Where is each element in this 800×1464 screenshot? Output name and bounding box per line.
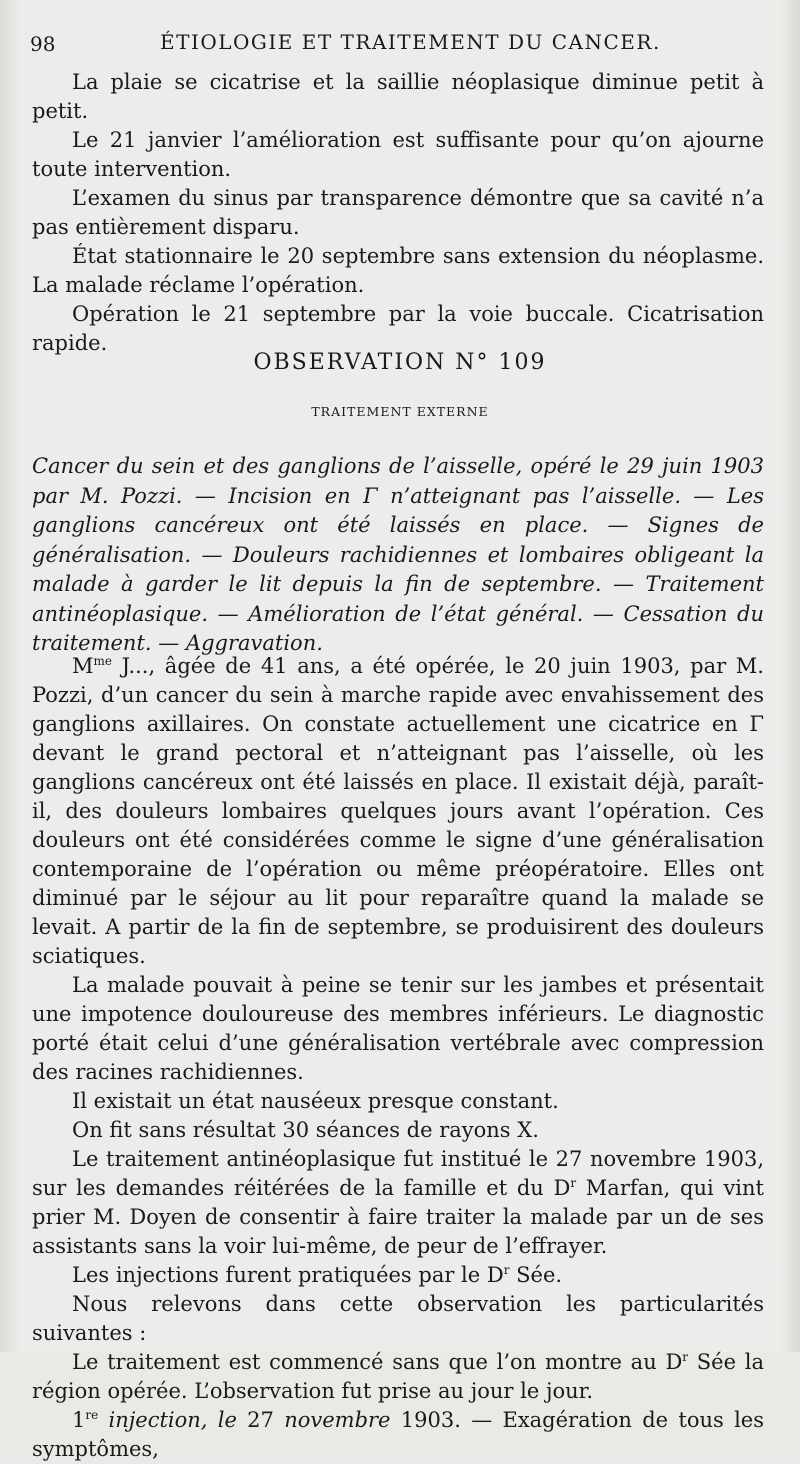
observation-title: OBSERVATION N° 109 (253, 350, 547, 375)
paragraph: Le 21 janvier l’amélioration est suffisante pour qu’on ajourne toute intervention. (32, 128, 764, 181)
observation-subtitle: TRAITEMENT EXTERNE (311, 404, 489, 419)
preceding-text (32, 68, 764, 358)
paragraph: La plaie se cicatrise et la saillie néoplasique diminue petit à petit. (32, 70, 764, 123)
paragraph: Le traitement est commencé sans que l’on montre au $D^r$ Sée la région opérée. L’observation fut prise au jour le jour. (32, 1350, 764, 1403)
paragraph: L’examen du sinus par transparence démontre que sa cavité n’a pas entièrement disparu. (32, 186, 764, 239)
paragraph: Il existait un état nauséeux presque constant. (72, 1089, 559, 1113)
running-title: ÉTIOLOGIE ET TRAITEMENT DU CANCER. (160, 30, 661, 54)
running-head (0, 30, 800, 60)
observation-summary: Cancer du sein et des ganglions de l’aisselle, opéré le 29 juin 1903 par M. Pozzi. — Incision en Γ n’atteignant pas l’aisselle. — Les ganglions cancéreux ont été laissés en place. — Signes de généralisation. — Douleurs rachidiennes et lombaires obligeant la malade à garder le lit depuis la fin de septembre. — Traitement antinéoplasique. — Amélioration de l’état général. — Cessation du traitement. — Aggravation. (32, 454, 764, 655)
paragraph: Opération le 21 septembre par la voie buccale. Cicatrisation rapide. (32, 302, 764, 355)
paragraph: La malade pouvait à peine se tenir sur les jambes et présentait une impotence douloureuse des membres inférieurs. Le diagnostic porté était celui d’une généralisation vertébrale avec compression des racines rachidiennes. (32, 973, 764, 1084)
paragraph: Le traitement antinéoplasique fut institué le 27 novembre 1903, sur les demandes réitérées de la famille et du $D^r$ Marfan, qui vint prier M. Doyen de consentir à faire traiter la malade par un de ses assistants sans la voir lui-même, de peur de l’effrayer. (32, 1147, 764, 1258)
paragraph: Les injections furent pratiquées par le $D^r$ Sée. (72, 1263, 563, 1287)
paragraph: Nous relevons dans cette observation les particularités suivantes : (32, 1292, 764, 1345)
paragraph: On fit sans résultat 30 séances de rayons X. (72, 1118, 539, 1142)
paragraph: État stationnaire le 20 septembre sans extension du néoplasme. La malade réclame l’opération. (32, 244, 764, 297)
page-number: 98 (30, 32, 56, 56)
observation-body (32, 652, 764, 1464)
paragraph: $M^{me}$ J..., âgée de 41 ans, a été opérée, le 20 juin 1903, par M. Pozzi, d’un cancer du sein à marche rapide avec envahissement des ganglions axillaires. On constate actuellement une cicatrice en Γ devant le grand pectoral et n’atteignant pas l’aisselle, où les ganglions cancéreux ont été laissés en place. Il existait déjà, paraît-il, des douleurs lombaires quelques jours avant l’opération. Ces douleurs ont été considérées comme le signe d’une généralisation contemporaine de l’opération ou même préopératoire. Elles ont diminué par le séjour au lit pour reparaître quand la malade se levait. A partir de la fin de septembre, se produisirent des douleurs sciatiques. (32, 654, 764, 968)
paragraph: 1re injection, le 27 novembre 1903. — Exagération de tous les symptômes, (32, 1408, 764, 1461)
observation-summary-block (32, 452, 764, 659)
